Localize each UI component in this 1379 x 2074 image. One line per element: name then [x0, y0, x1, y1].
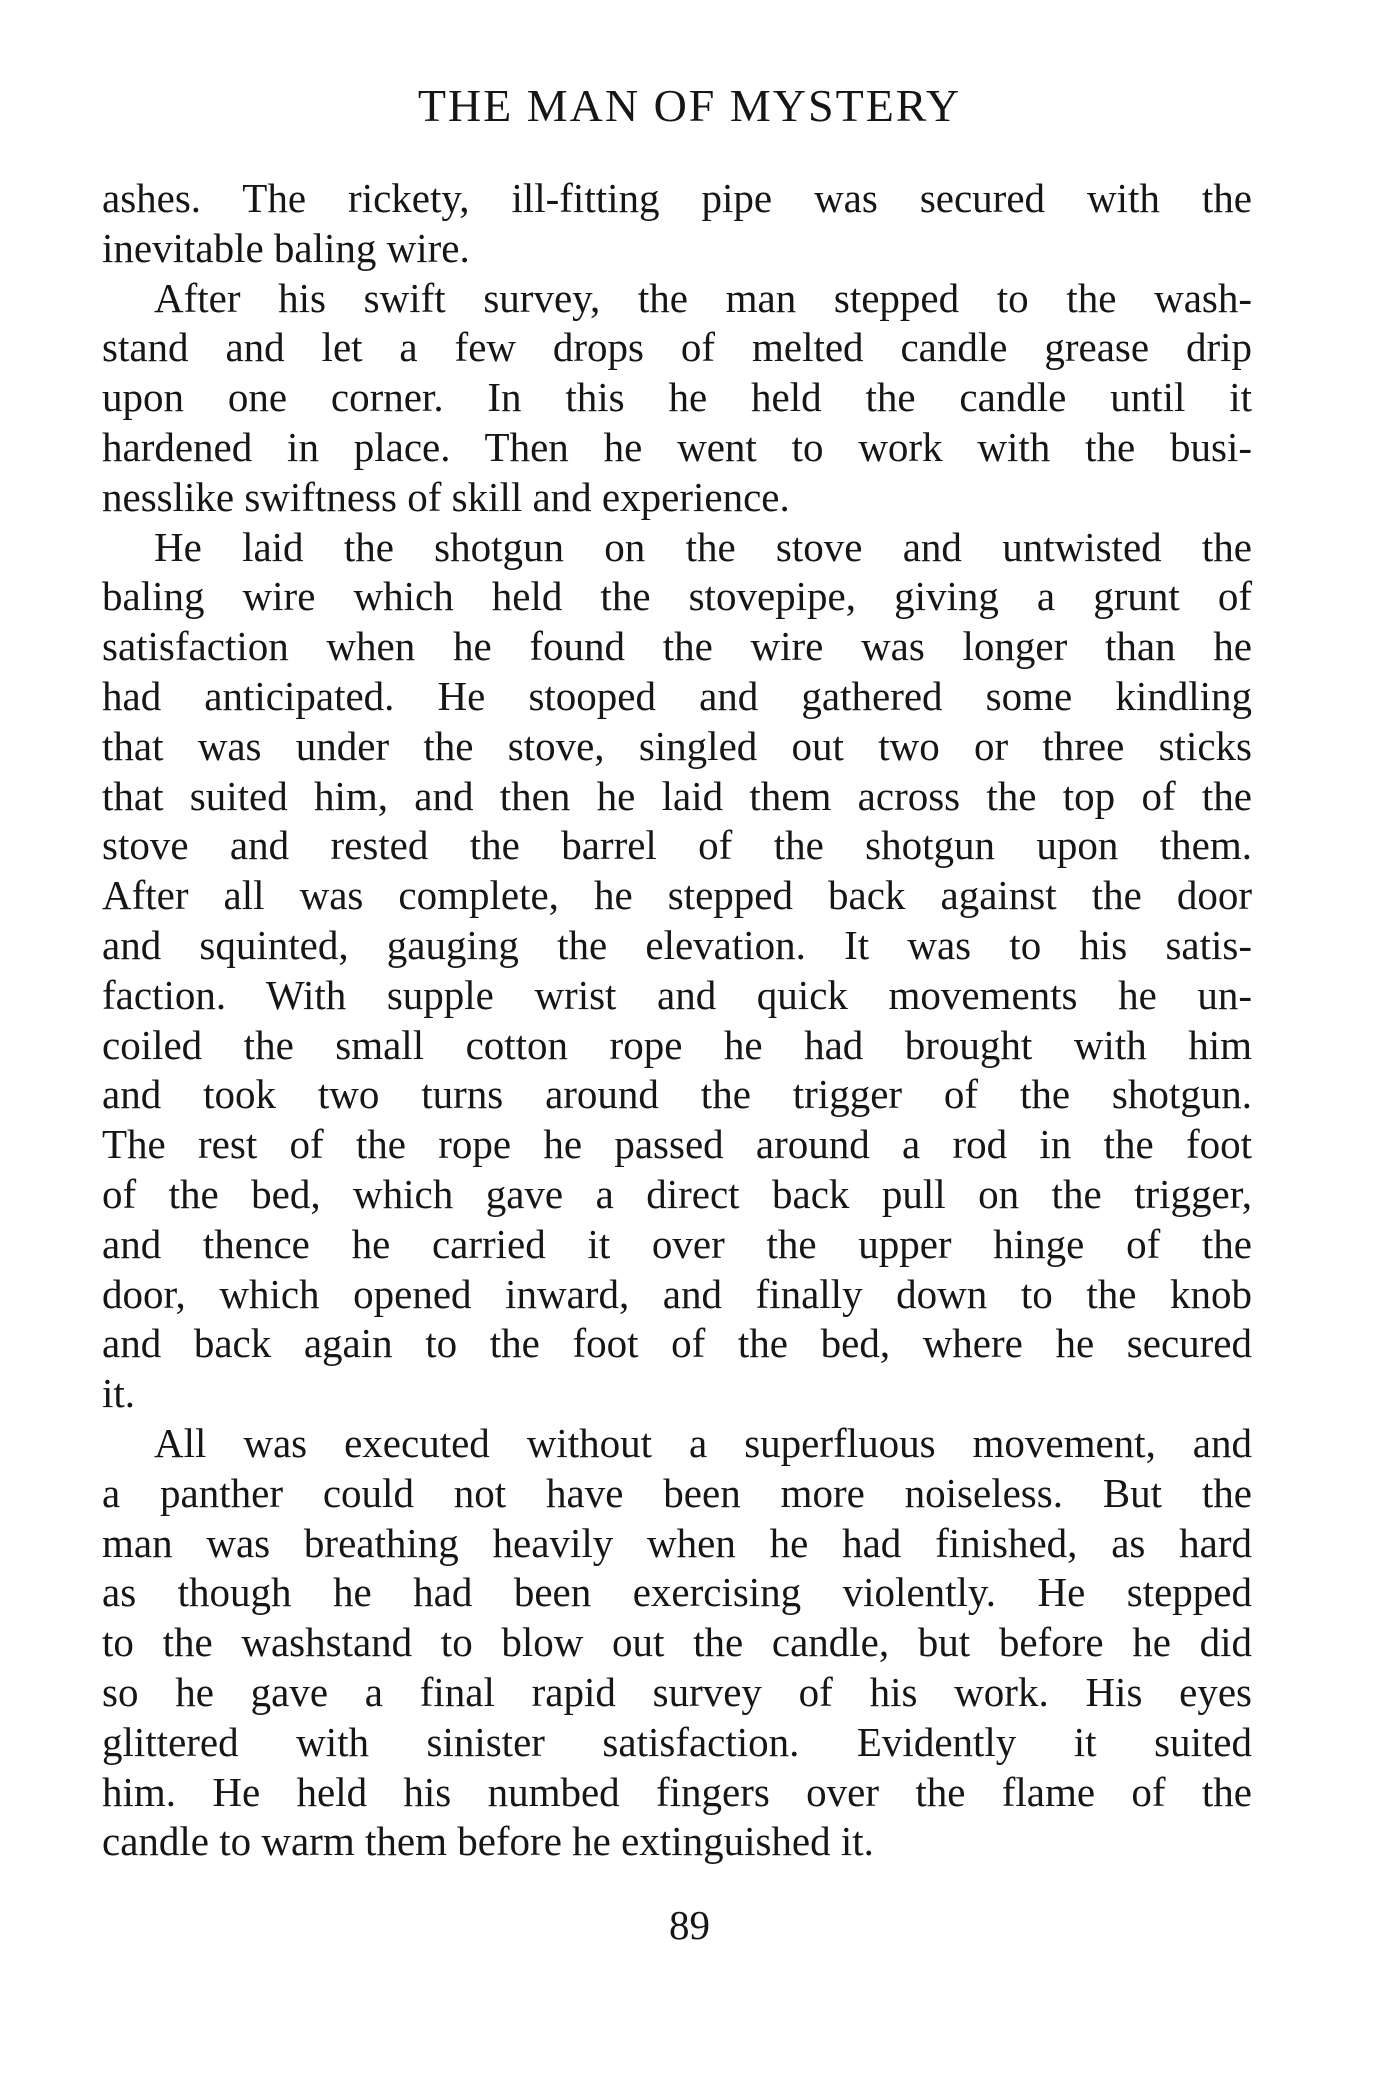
text-line: hardened in place. Then he went to work with the busi- — [102, 423, 1252, 470]
text-line: and thence he carried it over the upper hinge of the — [102, 1220, 1252, 1267]
text-line: that suited him, and then he laid them across the top of the — [102, 772, 1252, 819]
text-line: nesslike swiftness of skill and experience. — [102, 473, 790, 520]
text-line: and back again to the foot of the bed, where he secured — [102, 1320, 1252, 1367]
text-line: He laid the shotgun on the stove and untwisted the — [154, 523, 1252, 570]
text-line: baling wire which held the stovepipe, giving a grunt of — [102, 573, 1252, 620]
text-line: inevitable baling wire. — [102, 224, 470, 271]
text-line: of the bed, which gave a direct back pull on the trigger, — [102, 1170, 1252, 1217]
page-number: 89 — [669, 1902, 710, 1948]
paragraph — [102, 1419, 1252, 1867]
running-head: THE MAN OF MYSTERY — [417, 80, 962, 131]
text-line: glittered with sinister satisfaction. Evidently it suited — [102, 1718, 1252, 1765]
text-line: as though he had been exercising violently. He stepped — [102, 1569, 1252, 1616]
text-line: and squinted, gauging the elevation. It was to his satis- — [102, 921, 1252, 968]
paragraph — [102, 274, 1252, 523]
text-line: man was breathing heavily when he had finished, as hard — [102, 1519, 1252, 1566]
text-line: satisfaction when he found the wire was longer than he — [102, 623, 1252, 670]
text-line: faction. With supple wrist and quick movements he un- — [102, 971, 1252, 1018]
text-line: ashes. The rickety, ill-fitting pipe was secured with the — [102, 175, 1252, 221]
text-line: it. — [102, 1370, 136, 1417]
paragraph — [102, 174, 1252, 274]
paragraph — [102, 523, 1252, 1419]
text-line: and took two turns around the trigger of the shotgun. — [102, 1071, 1252, 1118]
text-line: stove and rested the barrel of the shotgun upon them. — [102, 822, 1252, 869]
text-line: him. He held his numbed fingers over the flame of the — [102, 1768, 1252, 1815]
text-line: All was executed without a superfluous movement, and — [154, 1419, 1252, 1466]
text-line: After his swift survey, the man stepped to the wash- — [154, 274, 1252, 321]
text-line: a panther could not have been more noiseless. But the — [102, 1469, 1252, 1516]
text-line: The rest of the rope he passed around a rod in the foot — [102, 1121, 1252, 1168]
text-line: candle to warm them before he extinguished it. — [102, 1818, 874, 1865]
text-line: stand and let a few drops of melted candle grease drip — [102, 324, 1252, 371]
body-text — [102, 174, 1252, 1867]
text-line: that was under the stove, singled out two or three sticks — [102, 722, 1252, 769]
text-line: upon one corner. In this he held the candle until it — [102, 374, 1252, 421]
text-line: coiled the small cotton rope he had brought with him — [102, 1021, 1252, 1068]
text-line: door, which opened inward, and finally down to the knob — [102, 1270, 1252, 1317]
text-line: had anticipated. He stooped and gathered some kindling — [102, 672, 1252, 719]
text-line: to the washstand to blow out the candle, but before he did — [102, 1619, 1252, 1666]
text-line: After all was complete, he stepped back against the door — [102, 872, 1252, 919]
text-line: so he gave a final rapid survey of his work. His eyes — [102, 1668, 1252, 1715]
